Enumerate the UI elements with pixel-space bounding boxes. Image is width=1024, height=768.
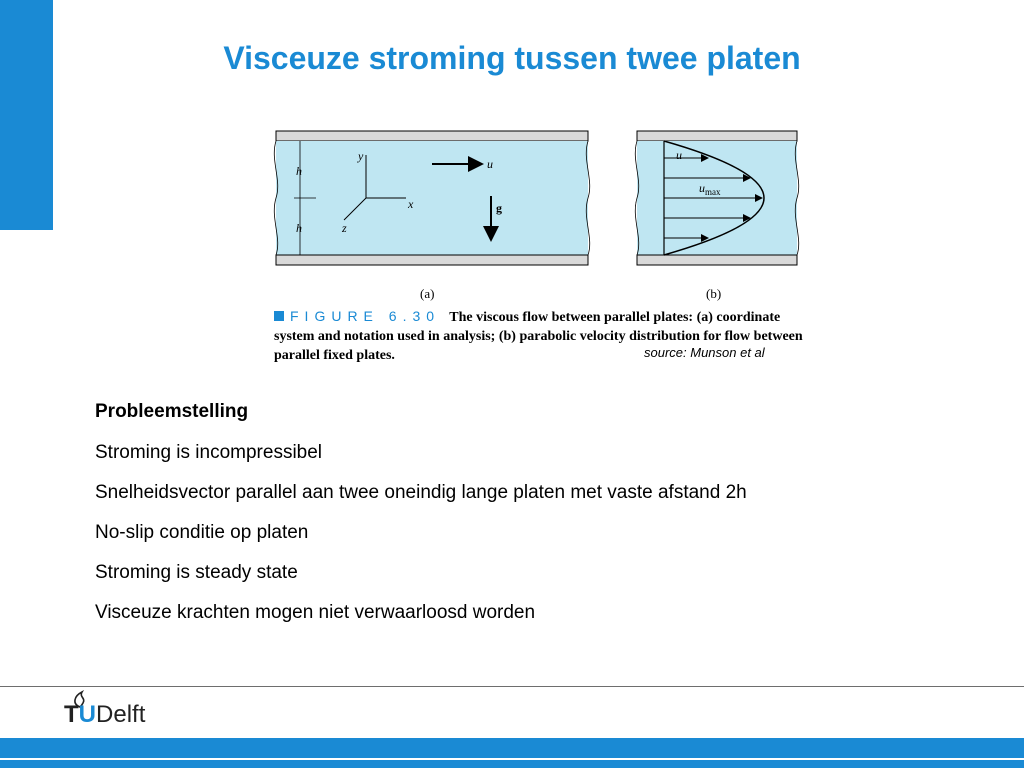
accent-bar — [0, 0, 53, 230]
figure-label-b: (b) — [706, 286, 722, 301]
list-item: No-slip conditie op platen — [95, 522, 309, 543]
figure-source: source: Munson et al — [644, 345, 765, 360]
caption-square-icon — [274, 311, 284, 321]
footer-bar — [0, 738, 1024, 768]
var-umax: $u_{max}$ — [699, 181, 721, 197]
footer-stripe — [0, 758, 1024, 760]
logo-letter-u: U — [78, 701, 97, 728]
panel-a — [274, 131, 589, 265]
logo-letter-t: T — [64, 701, 79, 728]
problem-statement — [95, 401, 747, 642]
top-plate-b — [637, 131, 797, 141]
var-y: y — [358, 149, 364, 163]
figure-parallel-plates — [244, 100, 814, 375]
slide-title: Visceuze stroming tussen twee platen — [223, 40, 801, 76]
fluid-a — [276, 141, 588, 255]
footer-divider — [0, 686, 1024, 687]
panel-b — [635, 131, 798, 265]
var-h-bottom: h — [296, 221, 302, 235]
logo-text — [64, 701, 145, 729]
problem-heading: Probleemstelling — [95, 401, 249, 422]
var-g: g — [496, 201, 502, 215]
list-item: Visceuze krachten mogen niet verwaarloosd worden — [95, 602, 536, 623]
tudelft-logo — [64, 692, 174, 736]
bottom-plate-a — [276, 255, 588, 265]
figure-number: FIGURE 6.30 — [290, 308, 441, 324]
figure-label-a: (a) — [420, 286, 435, 301]
caption-text: The viscous flow between parallel plates: (a) coordinate system and notation used in analysis; (b) parabolic velocity distribution for flow between parallel fixed plates. — [274, 310, 803, 363]
var-u-profile: u — [676, 148, 682, 162]
figure-diagram — [244, 100, 814, 300]
var-z: z — [342, 221, 347, 235]
list-item: Stroming is incompressibel — [95, 442, 323, 463]
list-item: Snelheidsvector parallel aan twee oneindig lange platen met vaste afstand 2h — [95, 482, 747, 503]
top-plate-a — [276, 131, 588, 141]
list-item: Stroming is steady state — [95, 562, 298, 583]
var-x: x — [408, 197, 414, 211]
bottom-plate-b — [637, 255, 797, 265]
var-h-top: h — [296, 164, 302, 178]
logo-word-delft: Delft — [96, 701, 146, 728]
var-u: u — [487, 157, 493, 171]
